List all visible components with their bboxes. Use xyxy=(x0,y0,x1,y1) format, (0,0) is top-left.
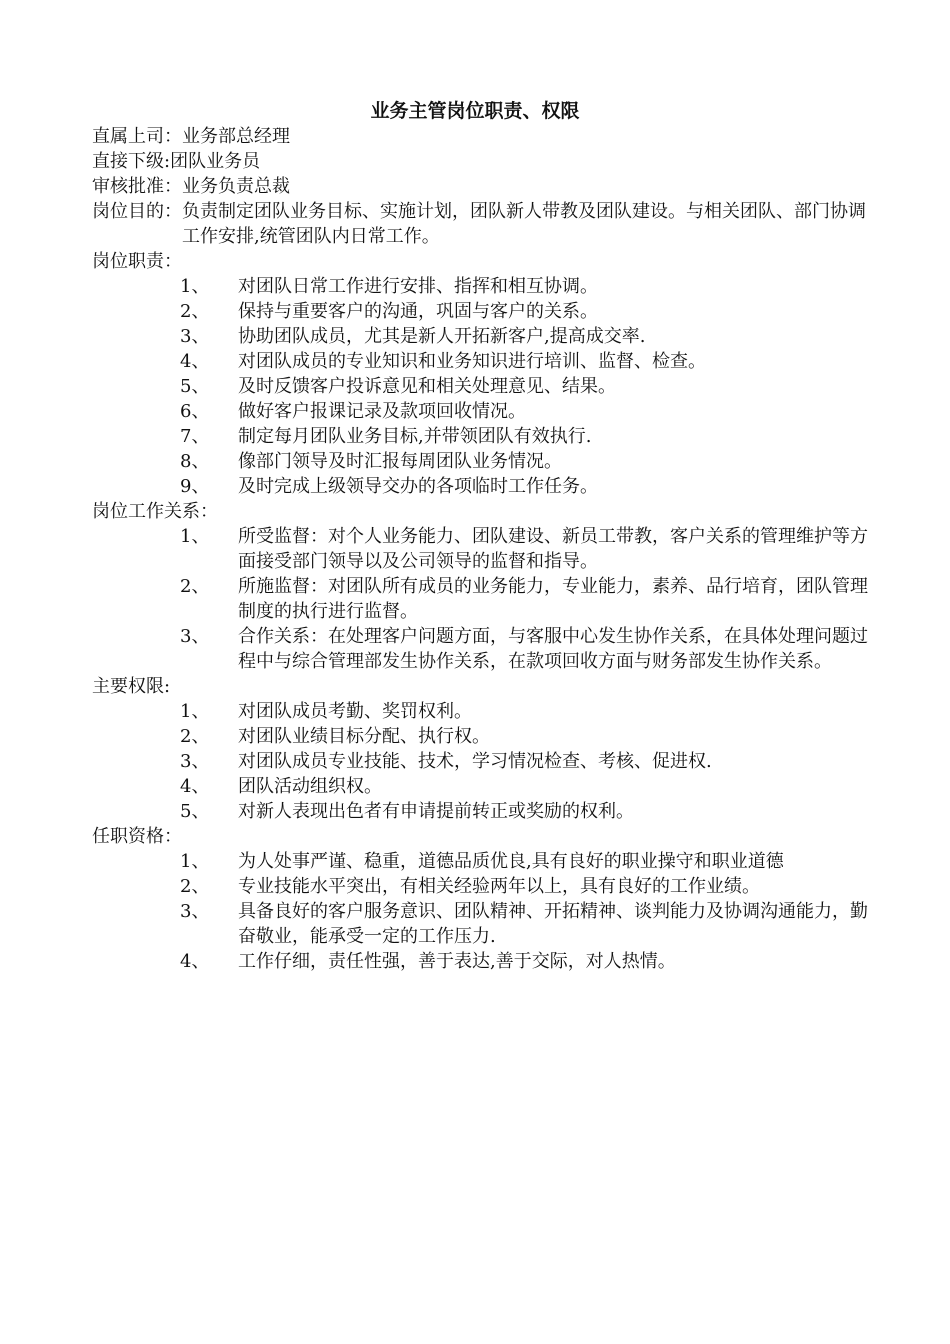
item-number: 1、 xyxy=(180,701,210,722)
document-title: 业务主管岗位职责、权限 xyxy=(370,100,580,122)
purpose-label: 岗位目的： xyxy=(92,201,182,222)
item-text: 为人处事严谨、稳重，道德品质优良,具有良好的职业操守和职业道德 xyxy=(238,851,784,872)
approval-field xyxy=(92,174,882,199)
list-item xyxy=(92,299,882,324)
supervisor-value: 业务部总经理 xyxy=(182,126,290,147)
qualifications-heading: 任职资格： xyxy=(92,826,182,847)
item-text: 对团队成员考勤、奖罚权利。 xyxy=(238,701,472,722)
list-item xyxy=(92,324,882,349)
item-number: 3、 xyxy=(180,751,210,772)
item-text: 对新人表现出色者有申请提前转正或奖励的权利。 xyxy=(238,801,634,822)
list-item xyxy=(92,474,882,499)
authority-heading: 主要权限: xyxy=(92,676,171,697)
item-text: 团队活动组织权。 xyxy=(238,776,382,797)
item-text: 做好客户报课记录及款项回收情况。 xyxy=(238,401,526,422)
supervisor-label: 直属上司： xyxy=(92,126,182,147)
qualifications-list xyxy=(92,849,882,974)
item-text: 制定每月团队业务目标,并带领团队有效执行. xyxy=(238,426,592,447)
relations-list xyxy=(92,524,882,674)
duties-heading: 岗位职责： xyxy=(92,251,182,272)
item-text: 对团队日常工作进行安排、指挥和相互协调。 xyxy=(238,276,598,297)
item-number: 3、 xyxy=(180,326,210,347)
item-number: 3、 xyxy=(180,901,210,922)
item-text: 所受监督：对个人业务能力、团队建设、新员工带教，客户关系的管理维护等方面接受部门领导以及公司领导的监督和指导。 xyxy=(238,526,868,572)
purpose-value: 负责制定团队业务目标、实施计划，团队新人带教及团队建设。与相关团队、部门协调工作安排,统管团队内日常工作。 xyxy=(182,201,866,247)
list-item xyxy=(92,749,882,774)
item-number: 2、 xyxy=(180,876,210,897)
item-number: 4、 xyxy=(180,351,210,372)
item-text: 对团队成员的专业知识和业务知识进行培训、监督、检查。 xyxy=(238,351,706,372)
item-number: 8、 xyxy=(180,451,210,472)
approval-label: 审核批准： xyxy=(92,176,182,197)
item-text: 工作仔细，责任性强，善于表达,善于交际，对人热情。 xyxy=(238,951,676,972)
item-text: 具备良好的客户服务意识、团队精神、开拓精神、谈判能力及协调沟通能力，勤奋敬业，能承受一定的工作压力. xyxy=(238,901,868,947)
item-text: 所施监督：对团队所有成员的业务能力，专业能力，素养、品行培育，团队管理制度的执行进行监督。 xyxy=(238,576,868,622)
item-number: 7、 xyxy=(180,426,210,447)
list-item xyxy=(92,374,882,399)
item-number: 3、 xyxy=(180,626,210,647)
list-item xyxy=(92,799,882,824)
list-item xyxy=(92,874,882,899)
list-item xyxy=(92,524,882,574)
subordinate-field xyxy=(92,149,882,174)
supervisor-field xyxy=(92,124,882,149)
list-item xyxy=(92,349,882,374)
list-item xyxy=(92,699,882,724)
item-number: 4、 xyxy=(180,951,210,972)
purpose-field xyxy=(92,199,882,249)
item-text: 专业技能水平突出，有相关经验两年以上，具有良好的工作业绩。 xyxy=(238,876,760,897)
list-item xyxy=(92,399,882,424)
item-number: 4、 xyxy=(180,776,210,797)
item-number: 5、 xyxy=(180,801,210,822)
item-number: 6、 xyxy=(180,401,210,422)
list-item xyxy=(92,574,882,624)
subordinate-value: 团队业务员 xyxy=(170,151,261,172)
duties-list xyxy=(92,274,882,499)
approval-value: 业务负责总裁 xyxy=(182,176,290,197)
list-item xyxy=(92,624,882,674)
list-item xyxy=(92,724,882,749)
relations-heading: 岗位工作关系： xyxy=(92,501,218,522)
item-text: 及时完成上级领导交办的各项临时工作任务。 xyxy=(238,476,598,497)
item-number: 2、 xyxy=(180,301,210,322)
item-number: 5、 xyxy=(180,376,210,397)
item-text: 及时反馈客户投诉意见和相关处理意见、结果。 xyxy=(238,376,616,397)
item-number: 1、 xyxy=(180,526,210,547)
item-number: 1、 xyxy=(180,851,210,872)
authority-list xyxy=(92,699,882,824)
item-text: 对团队业绩目标分配、执行权。 xyxy=(238,726,490,747)
list-item xyxy=(92,774,882,799)
list-item xyxy=(92,424,882,449)
item-number: 9、 xyxy=(180,476,210,497)
list-item xyxy=(92,449,882,474)
list-item xyxy=(92,274,882,299)
list-item xyxy=(92,899,882,949)
list-item xyxy=(92,849,882,874)
item-text: 保持与重要客户的沟通，巩固与客户的关系。 xyxy=(238,301,598,322)
list-item xyxy=(92,949,882,974)
item-text: 像部门领导及时汇报每周团队业务情况。 xyxy=(238,451,562,472)
item-text: 合作关系：在处理客户问题方面，与客服中心发生协作关系，在具体处理问题过程中与综合管理部发生协作关系，在款项回收方面与财务部发生协作关系。 xyxy=(238,626,868,672)
item-number: 2、 xyxy=(180,576,210,597)
item-number: 2、 xyxy=(180,726,210,747)
document-body xyxy=(92,124,882,974)
subordinate-label: 直接下级: xyxy=(92,151,171,172)
item-number: 1、 xyxy=(180,276,210,297)
item-text: 对团队成员专业技能、技术，学习情况检查、考核、促进权. xyxy=(238,751,712,772)
item-text: 协助团队成员，尤其是新人开拓新客户,提高成交率. xyxy=(238,326,646,347)
